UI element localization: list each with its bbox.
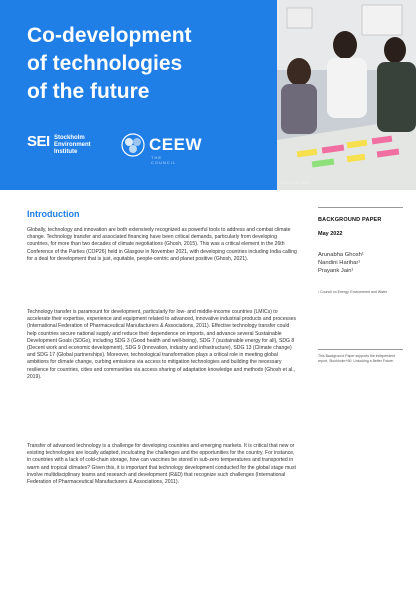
paragraph-1: Globally, technology and innovation are both extensively recognized as powerful tools to address and combat climate change. Technology transfer and associated financing have been critical demands, particularly from developing countries, for more than two decades of climate negotiations (Ghosh, 2015). This was a critical element in the 26th Conference of the Parties (COP26) held in Glasgow in November 2021, with developing countries including India calling for a deal for development that is just, equitable, people-centric and planet positive (Ghosh, 2021).: [27, 227, 297, 262]
report-note: This Background Paper supports the independent report, Stockholm+50: Unlocking a Better Future.: [318, 354, 396, 363]
title-line-2: of technologies: [27, 52, 183, 75]
ceew-subtitle: THE COUNCIL: [151, 155, 177, 165]
author-name: Prayank Jain¹: [318, 268, 354, 274]
title-line-1: Co-development: [27, 24, 192, 47]
author-name: Arunabha Ghosh¹: [318, 252, 364, 258]
sei-name: Stockholm Environment Institute: [54, 135, 91, 155]
ceew-name: CEEW: [149, 135, 202, 154]
publication-date: May 2022: [318, 231, 343, 237]
introduction-heading: Introduction: [27, 209, 80, 219]
affiliation-footnote: ¹ Council on Energy, Environment and Water: [318, 290, 388, 294]
paragraph-2: Technology transfer is paramount for development, particularly for low- and middle-income countries (LMICs) to accelerate their expertise, experience and equipment related to advanced, innovative industrial products and processes (International Federation of Pharmaceutical Manufacturers & Associations, 2011). Effective technology transfer could help countries secure national supply and reduce their dependence on imports, and advance several Sustainable Development Goals (SDGs), including SDG 3 (Good health and well-being), SDG 7 (sustainable energy for all), SDG 8 (Decent work and economic development), SDG 9 (Innovation, industry and infrastructure), SDG 13 (Climate change) and SDG 17 (Global partnerships). Moreover, technological transformation plays a critical role in meeting global ambitions for climate change, curbing emissions via access to mitigation technologies and building the necessary resilience for countries, cities and communities via access sharing of adaptation knowledge and methods (Ghosh et al., 2019).: [27, 309, 296, 380]
photo-credit: Photo: Flickr / ILRI: [280, 181, 309, 185]
document-type: BACKGROUND PAPER: [318, 217, 382, 223]
sei-logo: SEI: [27, 133, 50, 150]
title-line-3: of the future: [27, 80, 150, 103]
sidebar-bottom-rule: [318, 349, 403, 350]
author-name: Nandini Harihar¹: [318, 260, 361, 266]
sidebar-top-rule: [318, 207, 403, 208]
people-photo-illustration: [277, 0, 416, 190]
author-list: [318, 251, 403, 275]
paragraph-3: Transfer of advanced technology is a challenge for developing countries and emerging markets. It is critical that new or existing technologies are locally adapted, inculcating the challenges and the opportunities for the country. For instance, in countries with a lack of cold-chain storage, how can vaccines be stored in sub-zero temperatures and transported in warm and tropical climates? Given this, it is important that technology development conducted for the global stage must involve multidisciplinary teams and research and development (R&D) that recognize such challenges (International Federation of Pharmaceutical Manufacturers & Associations, 2011).: [27, 443, 296, 486]
report-title: [27, 22, 267, 106]
cover-photo: [277, 0, 416, 190]
